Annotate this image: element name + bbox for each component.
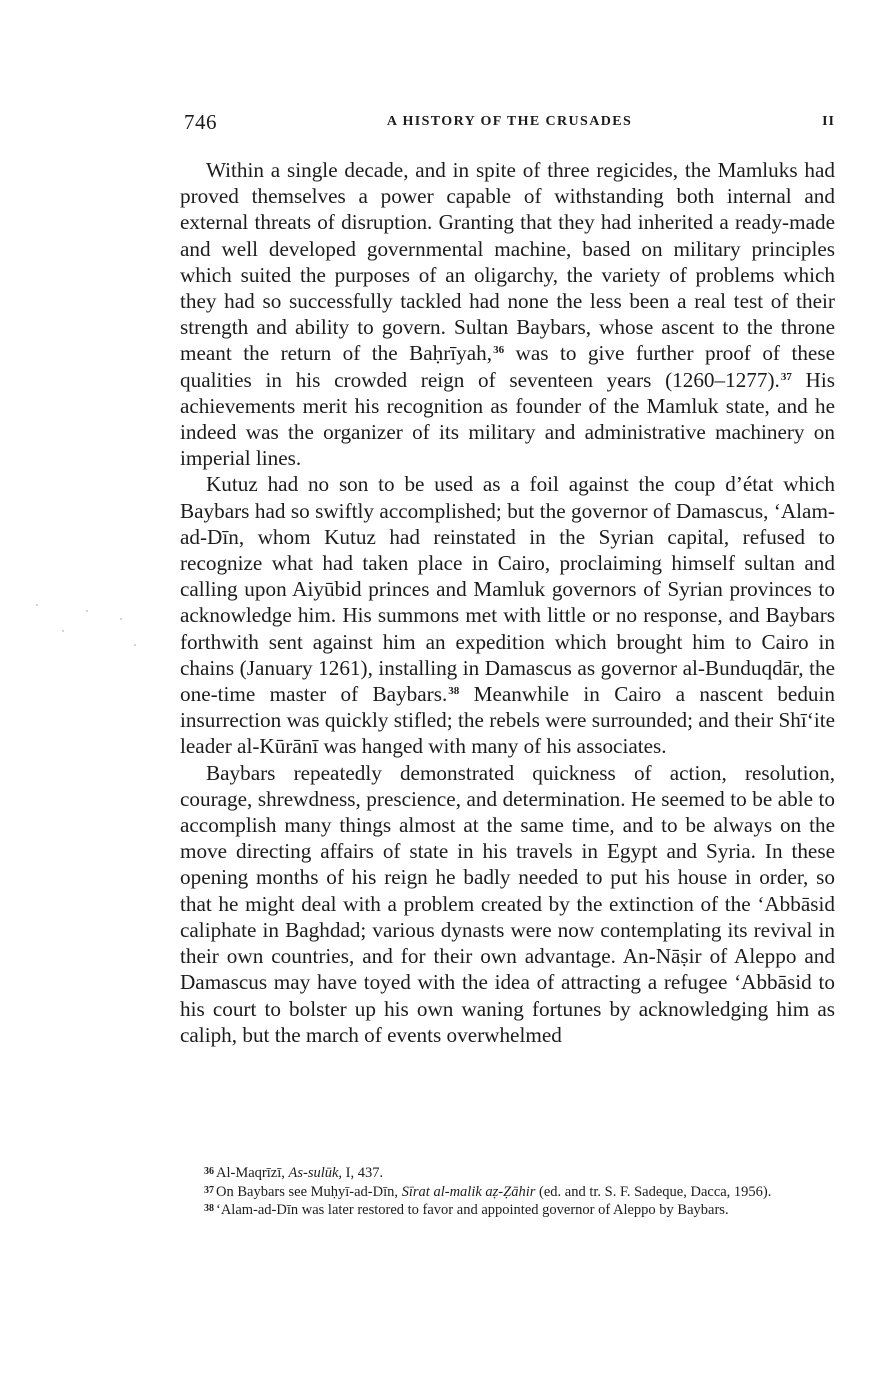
footnote-number: 37 — [204, 1184, 214, 1196]
footnote-text: (ed. and tr. S. F. Sadeque, Dacca, 1956). — [535, 1183, 772, 1200]
footnote-36 — [180, 1164, 835, 1183]
running-head — [184, 110, 835, 136]
footnote-37 — [180, 1183, 835, 1202]
footnote-title: As-sulūk, — [288, 1165, 343, 1181]
paragraph-text: Kutuz had no son to be used as a foil against the coup d’état which Baybars had so swiftly accomplished; but the governor of Damascus, ‘Alam-ad-Dīn, whom Kutuz had reinstated in the Syrian capital, refused to recognize what had taken place in Cairo, proclaiming himself sultan and calling upon Aiyūbid princes and Mamluk governors of Syrian provinces to acknowledge him. His summons met with little or no response, and Baybars forthwith sent against him an expedition which brought him to Cairo in chains (January 1261), installing in Damascus as governor al-Bunduqdār, the one-time master of Baybars. — [180, 472, 835, 707]
paragraph-3 — [180, 760, 835, 1048]
footnote-number: 38 — [204, 1203, 214, 1214]
volume-number: II — [822, 114, 835, 129]
paragraph-2 — [180, 471, 835, 759]
footnote-number: 36 — [204, 1166, 214, 1177]
footnote-ref-37[interactable]: 37 — [780, 370, 792, 383]
paragraph-text: Within a single decade, and in spite of three regicides, the Mamluks had proved themselves a power capable of withstanding both internal and external threats of disruption. Granting that they had inherited a ready-made and well developed governmental machine, based on military principles which suited the purposes of an oligarchy, the variety of problems which they had so successfully tackled had none the less been a real test of their strength and ability to govern. Sultan Baybars, whose ascent to the throne meant the return of the Baḥrīyah, — [180, 158, 835, 366]
footnote-ref-36[interactable]: 36 — [493, 344, 505, 357]
paragraph-text: Meanwhile in Cairo a nascent beduin insurrection was quickly stifled; the rebels were surrounded; and their Shī‘ite leader al-Kūrānī was hanged with many of his associates. — [180, 682, 835, 759]
running-title: A HISTORY OF THE CRUSADES — [386, 114, 633, 129]
footnote-ref-38[interactable]: 38 — [448, 685, 460, 698]
footnote-text: I, 437. — [342, 1165, 384, 1181]
footnote-text: ‘Alam-ad-Dīn was later restored to favor and appointed governor of Aleppo by Baybars. — [216, 1202, 729, 1218]
footnotes — [180, 1164, 835, 1220]
footnote-38 — [180, 1201, 835, 1220]
footnote-title: Sīrat al-malik aẓ-Ẓāhir — [401, 1183, 536, 1200]
page-number: 746 — [184, 110, 217, 134]
paragraph-text: His achievements merit his recognition as founder of the Mamluk state, and he indeed was the organizer of its military and administrative machinery on imperial lines. — [180, 367, 835, 471]
footnote-text: On Baybars see Muḥyī-ad-Dīn, — [216, 1183, 402, 1200]
paragraph-1 — [180, 157, 835, 471]
paragraph-text: Baybars repeatedly demonstrated quickness of action, resolution, courage, shrewdness, prescience, and determination. He seemed to be able to accomplish many things almost at the same time, and to be always on the move directing affairs of state in his travels in Egypt and Syria. In these opening months of his reign he badly needed to put his house in order, so that he might deal with a problem created by the extinction of the ‘Abbāsid caliphate in Baghdad; various dynasts were now contemplating its revival in their own countries, and for their own advantage. An-Nāṣir of Aleppo and Damascus may have toyed with the idea of attracting a refugee ‘Abbāsid to his court to bolster up his own waning fortunes by acknowledging him as caliph, but the march of events overwhelmed — [180, 760, 835, 1047]
footnote-text: Al-Maqrīzī, — [216, 1165, 289, 1181]
paragraph-text: was to give further proof of these qualities in his crowded reign of seventeen years (1260–1277). — [180, 341, 835, 392]
body-text — [180, 157, 835, 1048]
margin-specks — [28, 600, 148, 660]
